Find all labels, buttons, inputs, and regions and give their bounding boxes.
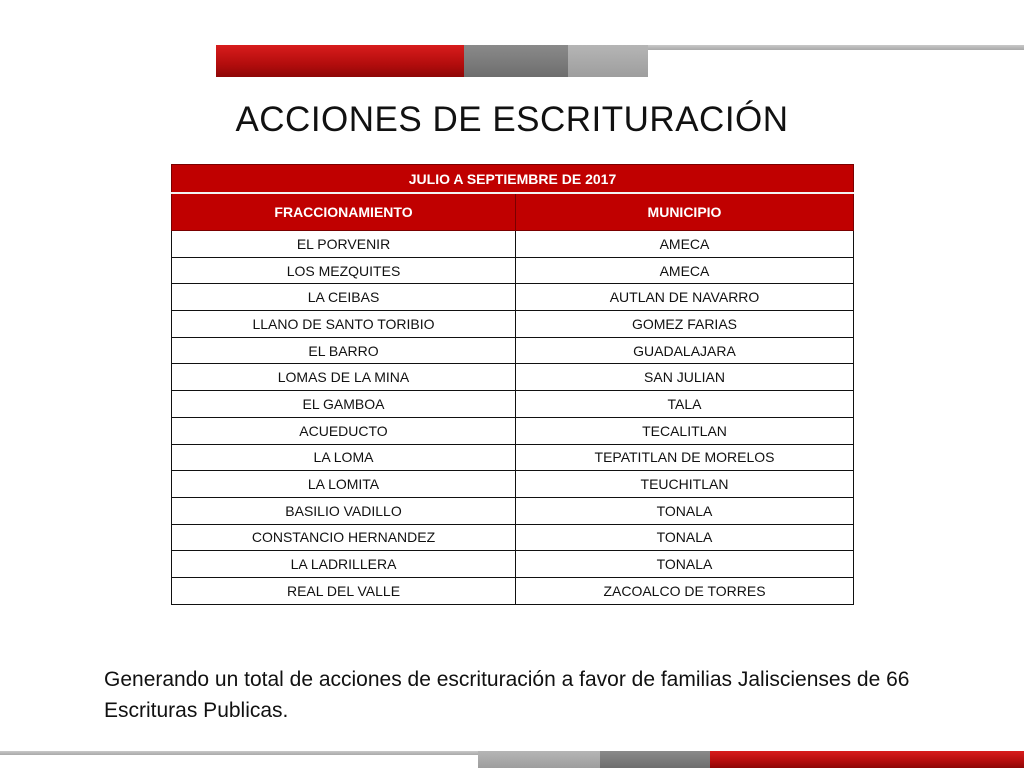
cell-fraccionamiento: LLANO DE SANTO TORIBIO — [172, 311, 516, 338]
cell-municipio: ZACOALCO DE TORRES — [516, 577, 854, 604]
table-row — [172, 471, 854, 498]
cell-fraccionamiento: EL PORVENIR — [172, 231, 516, 258]
slide-title — [0, 100, 1024, 140]
top-decor-light-gray-bar — [568, 45, 648, 77]
table-row — [172, 577, 854, 604]
table-header-row — [172, 193, 854, 231]
cell-municipio: GOMEZ FARIAS — [516, 311, 854, 338]
cell-fraccionamiento: ACUEDUCTO — [172, 417, 516, 444]
cell-municipio: TECALITLAN — [516, 417, 854, 444]
cell-fraccionamiento: REAL DEL VALLE — [172, 577, 516, 604]
cell-municipio: AMECA — [516, 231, 854, 258]
summary-text: Generando un total de acciones de escrituración a favor de familias Jaliscienses de 66 Escrituras Publicas. — [104, 668, 910, 722]
escrituracion-table — [171, 164, 854, 605]
cell-municipio: AUTLAN DE NAVARRO — [516, 284, 854, 311]
column-header-fraccionamiento: FRACCIONAMIENTO — [172, 193, 516, 231]
column-header-municipio: MUNICIPIO — [516, 193, 854, 231]
cell-fraccionamiento: LA LADRILLERA — [172, 551, 516, 578]
cell-fraccionamiento: BASILIO VADILLO — [172, 497, 516, 524]
cell-fraccionamiento: EL GAMBOA — [172, 391, 516, 418]
cell-fraccionamiento: LOS MEZQUITES — [172, 257, 516, 284]
cell-municipio: TALA — [516, 391, 854, 418]
cell-municipio: TONALA — [516, 551, 854, 578]
cell-municipio: TEPATITLAN DE MORELOS — [516, 444, 854, 471]
table-period-header: JULIO A SEPTIEMBRE DE 2017 — [172, 165, 854, 194]
table-row — [172, 364, 854, 391]
top-decor-red-bar — [216, 45, 464, 77]
cell-fraccionamiento: CONSTANCIO HERNANDEZ — [172, 524, 516, 551]
cell-fraccionamiento: LA LOMA — [172, 444, 516, 471]
table-row — [172, 284, 854, 311]
top-decor-dark-gray-bar — [464, 45, 568, 77]
top-decor-line — [648, 45, 1024, 50]
table-row — [172, 444, 854, 471]
cell-municipio: TONALA — [516, 497, 854, 524]
cell-fraccionamiento: LA CEIBAS — [172, 284, 516, 311]
table-row — [172, 257, 854, 284]
table-row — [172, 551, 854, 578]
table-row — [172, 391, 854, 418]
bottom-decor-line — [0, 751, 478, 755]
table-row — [172, 337, 854, 364]
table-row — [172, 524, 854, 551]
table-row — [172, 417, 854, 444]
bottom-decor-light-gray-bar — [478, 751, 600, 768]
cell-municipio: GUADALAJARA — [516, 337, 854, 364]
table-row — [172, 311, 854, 338]
bottom-decor-red-bar — [710, 751, 1024, 768]
cell-fraccionamiento: EL BARRO — [172, 337, 516, 364]
cell-fraccionamiento: LA LOMITA — [172, 471, 516, 498]
bottom-decor-dark-gray-bar — [600, 751, 710, 768]
cell-municipio: TONALA — [516, 524, 854, 551]
table-period-row — [172, 165, 854, 194]
slide-title-text: ACCIONES DE ESCRITURACIÓN — [235, 100, 789, 139]
table-row — [172, 497, 854, 524]
table-row — [172, 231, 854, 258]
cell-fraccionamiento: LOMAS DE LA MINA — [172, 364, 516, 391]
cell-municipio: AMECA — [516, 257, 854, 284]
cell-municipio: TEUCHITLAN — [516, 471, 854, 498]
cell-municipio: SAN JULIAN — [516, 364, 854, 391]
